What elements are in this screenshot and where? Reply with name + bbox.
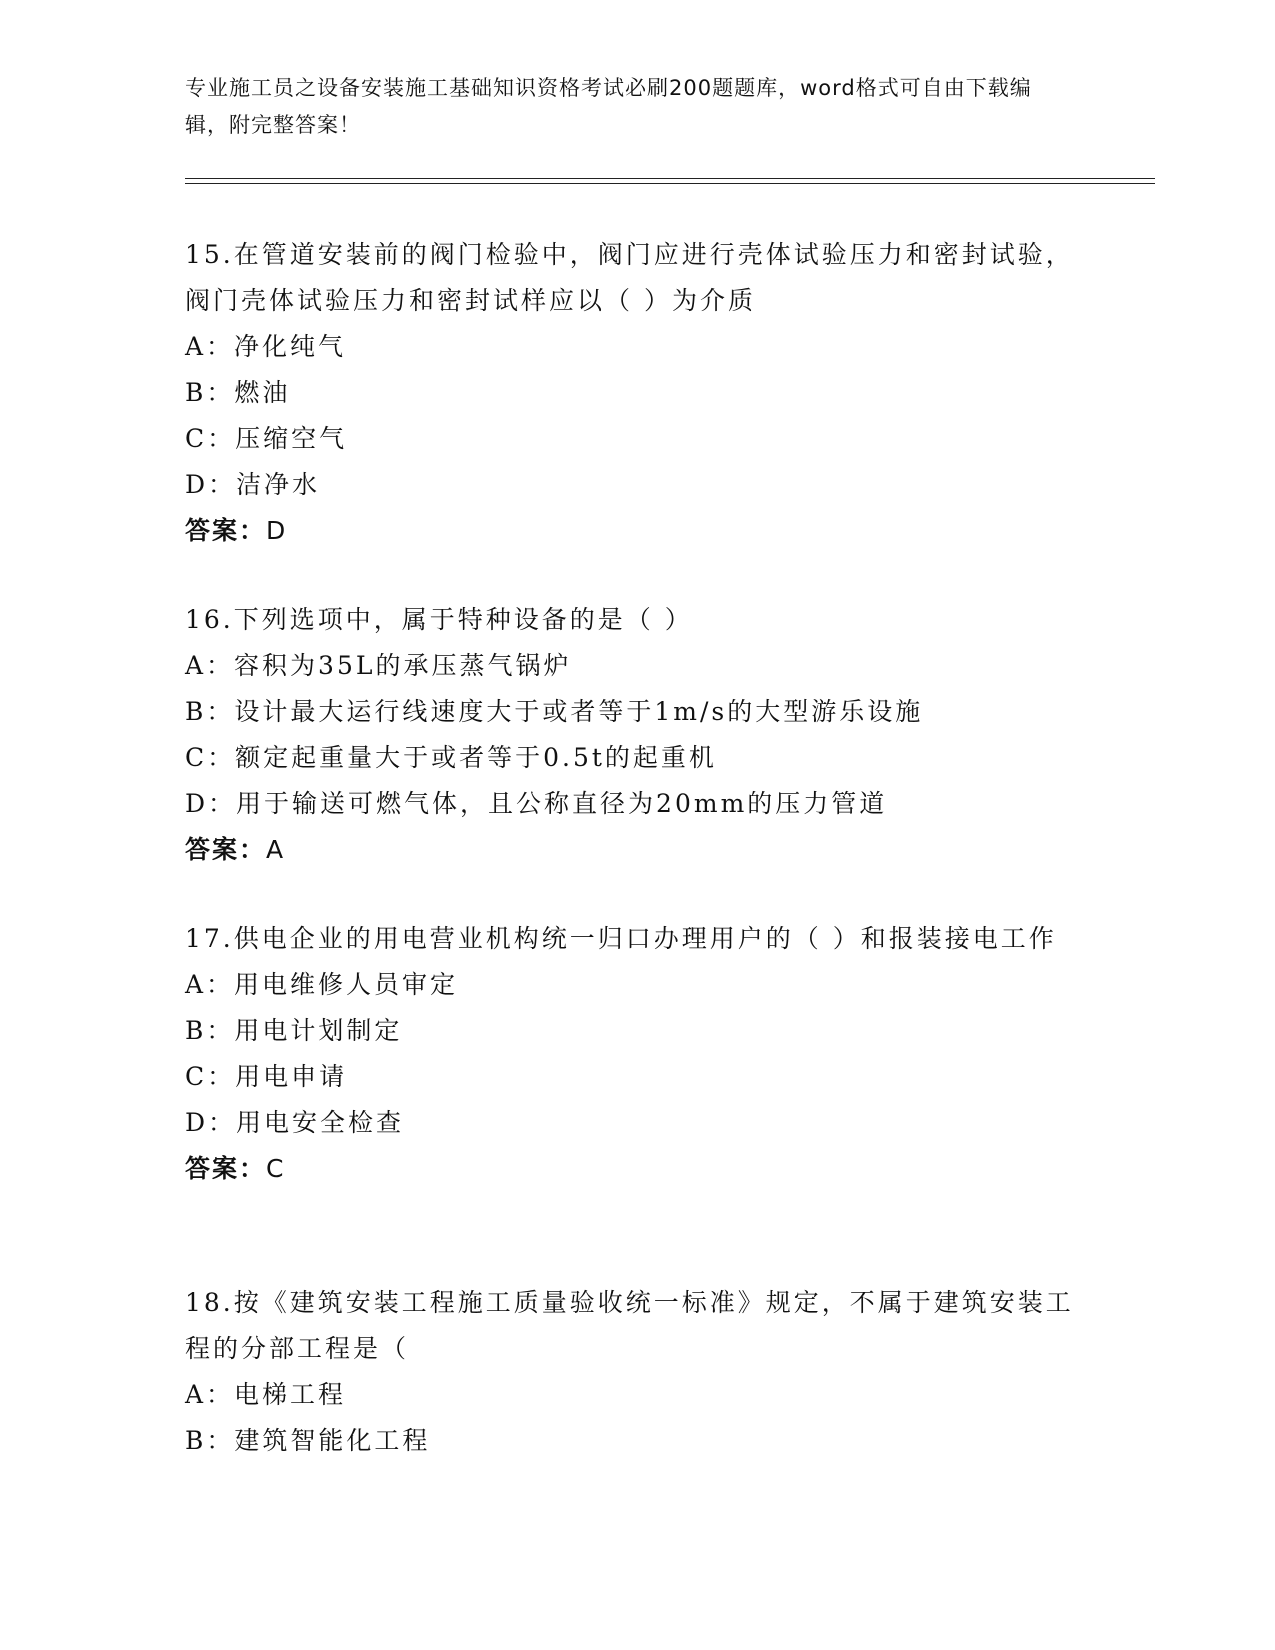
header-note: 专业施工员之设备安装施工基础知识资格考试必刷200题题库，word格式可自由下载编辑，附完整答案！ xyxy=(185,76,1032,137)
question-text: 18.按《建筑安装工程施工质量验收统一标准》规定，不属于建筑安装工程的分部工程是（ xyxy=(185,1288,1074,1363)
option-b: B：建筑智能化工程 xyxy=(185,1426,431,1455)
option-b: B：设计最大运行线速度大于或者等于1m/s的大型游乐设施 xyxy=(185,697,924,726)
question-15 xyxy=(185,232,1085,554)
option-c: C：用电申请 xyxy=(185,1062,348,1091)
option-d: D：用于输送可燃气体，且公称直径为20mm的压力管道 xyxy=(185,789,888,818)
answer-value: D xyxy=(266,516,288,545)
option-b: B：用电计划制定 xyxy=(185,1016,403,1045)
answer-line xyxy=(185,827,1085,873)
option-c: C：额定起重量大于或者等于0.5t的起重机 xyxy=(185,743,717,772)
answer-label: 答案： xyxy=(185,1154,267,1183)
header-rule-top xyxy=(185,178,1155,179)
option-a: A：电梯工程 xyxy=(185,1380,347,1409)
option-d: D：用电安全检查 xyxy=(185,1108,405,1137)
question-16 xyxy=(185,597,1085,873)
answer-line xyxy=(185,1146,1085,1192)
option-c: C：压缩空气 xyxy=(185,424,348,453)
answer-label: 答案： xyxy=(185,516,267,545)
option-a: A：容积为35L的承压蒸气锅炉 xyxy=(185,651,572,680)
question-text: 15.在管道安装前的阀门检验中，阀门应进行壳体试验压力和密封试验，阀门壳体试验压力和密封试样应以（ ）为介质 xyxy=(185,240,1074,315)
answer-value: C xyxy=(266,1154,286,1183)
question-text: 17.供电企业的用电营业机构统一归口办理用户的（ ）和报装接电工作 xyxy=(185,924,1057,953)
option-a: A：净化纯气 xyxy=(185,332,347,361)
answer-label: 答案： xyxy=(185,835,267,864)
header-rule-bottom xyxy=(185,183,1155,184)
option-a: A：用电维修人员审定 xyxy=(185,970,459,999)
question-18 xyxy=(185,1280,1085,1464)
question-17 xyxy=(185,916,1085,1192)
answer-line xyxy=(185,508,1085,554)
answer-value: A xyxy=(266,835,286,864)
question-text: 16.下列选项中，属于特种设备的是（ ） xyxy=(185,605,693,634)
option-b: B：燃油 xyxy=(185,378,291,407)
option-d: D：洁净水 xyxy=(185,470,321,499)
